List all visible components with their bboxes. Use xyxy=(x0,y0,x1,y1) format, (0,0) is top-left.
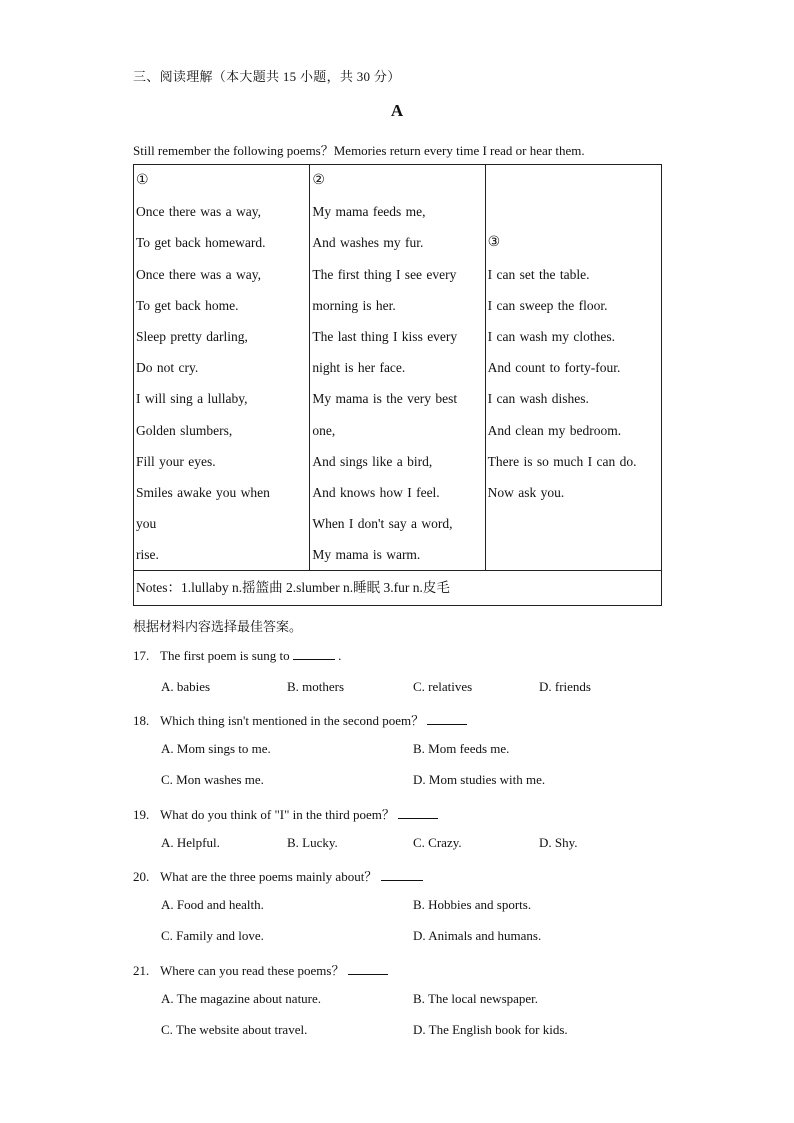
option-b[interactable]: B. The local newspaper. xyxy=(413,991,539,1006)
question-17: 17. The first poem is sung to . xyxy=(133,648,342,663)
poem-line: And washes my fur. xyxy=(312,235,424,251)
poem-line: I can sweep the floor. xyxy=(487,297,608,313)
option-c[interactable]: C. The website about travel. xyxy=(161,1022,308,1037)
poem-line: And knows how I feel. xyxy=(312,484,440,500)
option-d[interactable]: D. Shy. xyxy=(539,835,578,850)
poem-1-marker: ① xyxy=(136,172,149,188)
question-text: What are the three poems mainly about？ xyxy=(160,869,378,884)
question-number: 18. xyxy=(133,713,150,728)
option-d[interactable]: D. Animals and humans. xyxy=(413,928,542,943)
passage-intro: Still remember the following poems？Memories return every time I read or hear them. xyxy=(133,143,585,158)
poem-line: My mama is the very best xyxy=(312,391,458,407)
poem-line: one, xyxy=(312,422,336,438)
instruction: 根据材料内容选择最佳答案。 xyxy=(133,619,303,634)
poem-line: My mama is warm. xyxy=(312,547,421,563)
poem-line: Golden slumbers, xyxy=(136,422,233,438)
option-c[interactable]: C. Mon washes me. xyxy=(161,772,264,787)
option-d[interactable]: D. Mom studies with me. xyxy=(413,772,546,787)
poem-line: To get back home. xyxy=(136,297,239,313)
option-b[interactable]: B. Mom feeds me. xyxy=(413,741,510,756)
poem-1-cell xyxy=(134,165,310,571)
option-a[interactable]: A. babies xyxy=(161,679,211,694)
poem-line: The first thing I see every xyxy=(312,266,457,282)
poem-line: I will sing a lullaby, xyxy=(136,391,248,407)
poem-line: Once there was a way, xyxy=(136,266,261,282)
option-a[interactable]: A. Food and health. xyxy=(161,897,264,912)
poem-2-lines xyxy=(312,196,482,570)
poem-line: And count to forty-four. xyxy=(487,360,621,376)
option-d[interactable]: D. friends xyxy=(539,679,591,694)
question-text: Which thing isn't mentioned in the second poem？ xyxy=(160,713,425,728)
question-number: 21. xyxy=(133,963,150,978)
poem-1-lines xyxy=(136,196,307,570)
question-number: 20. xyxy=(133,869,150,884)
question-number: 17. xyxy=(133,648,150,663)
poem-3-cell xyxy=(485,165,661,571)
question-19 xyxy=(133,804,438,823)
poem-3-marker: ③ xyxy=(487,234,501,251)
question-text: The first poem is sung to xyxy=(160,648,290,663)
answer-blank[interactable] xyxy=(293,648,335,660)
option-b[interactable]: B. mothers xyxy=(287,679,345,694)
poem-line: The last thing I kiss every xyxy=(312,328,458,344)
poem-line: I can wash my clothes. xyxy=(487,328,615,344)
poem-line: Fill your eyes. xyxy=(136,453,216,469)
option-c[interactable]: C. Family and love. xyxy=(161,928,264,943)
poem-line: Sleep pretty darling, xyxy=(136,328,248,344)
passage-title: A xyxy=(390,101,404,120)
question-number: 19. xyxy=(133,807,150,822)
poem-2-cell xyxy=(310,165,485,571)
poem-line: I can set the table. xyxy=(487,266,590,282)
poem-2-marker: ② xyxy=(312,172,325,188)
poem-line: My mama feeds me, xyxy=(312,204,426,220)
option-a[interactable]: A. Helpful. xyxy=(161,835,220,850)
poem-line: When I don't say a word, xyxy=(312,516,453,532)
poem-line: And sings like a bird, xyxy=(312,453,433,469)
option-c[interactable]: C. Crazy. xyxy=(413,835,462,850)
poem-line: morning is her. xyxy=(312,297,396,313)
poem-line: There is so much I can do. xyxy=(487,453,637,469)
poem-line: Once there was a way, xyxy=(136,204,261,220)
poem-line: you xyxy=(136,516,157,532)
question-text: Where can you read these poems？ xyxy=(160,963,345,978)
option-b[interactable]: B. Lucky. xyxy=(287,835,338,850)
poem-line: I can wash dishes. xyxy=(487,391,589,407)
poem-line: Smiles awake you when xyxy=(136,484,270,500)
answer-blank[interactable] xyxy=(398,807,438,819)
section-heading: 三、阅读理解（本大题共 15 小题，共 30 分） xyxy=(133,69,401,84)
question-21 xyxy=(133,960,388,979)
option-a[interactable]: A. The magazine about nature. xyxy=(161,991,322,1006)
poem-line: night is her face. xyxy=(312,360,406,376)
question-20 xyxy=(133,866,423,885)
option-a[interactable]: A. Mom sings to me. xyxy=(161,741,271,756)
question-18 xyxy=(133,710,467,729)
poem-line: Do not cry. xyxy=(136,360,199,376)
poem-line: And clean my bedroom. xyxy=(487,422,622,438)
poem-line: rise. xyxy=(136,547,159,563)
option-c[interactable]: C. relatives xyxy=(413,679,473,694)
poems-table xyxy=(133,164,662,606)
option-d[interactable]: D. The English book for kids. xyxy=(413,1022,568,1037)
option-b[interactable]: B. Hobbies and sports. xyxy=(413,897,532,912)
question-text: What do you think of "I" in the third poem？ xyxy=(160,807,395,822)
answer-blank[interactable] xyxy=(427,713,467,725)
answer-blank[interactable] xyxy=(348,963,388,975)
poem-line: To get back homeward. xyxy=(136,235,266,251)
poem-line: Now ask you. xyxy=(487,484,565,500)
poem-3-lines xyxy=(488,259,659,509)
answer-blank[interactable] xyxy=(381,869,423,881)
vocabulary-notes: Notes：1.lullaby n.摇篮曲 2.slumber n.睡眠 3.fur n.皮毛 xyxy=(134,571,662,606)
